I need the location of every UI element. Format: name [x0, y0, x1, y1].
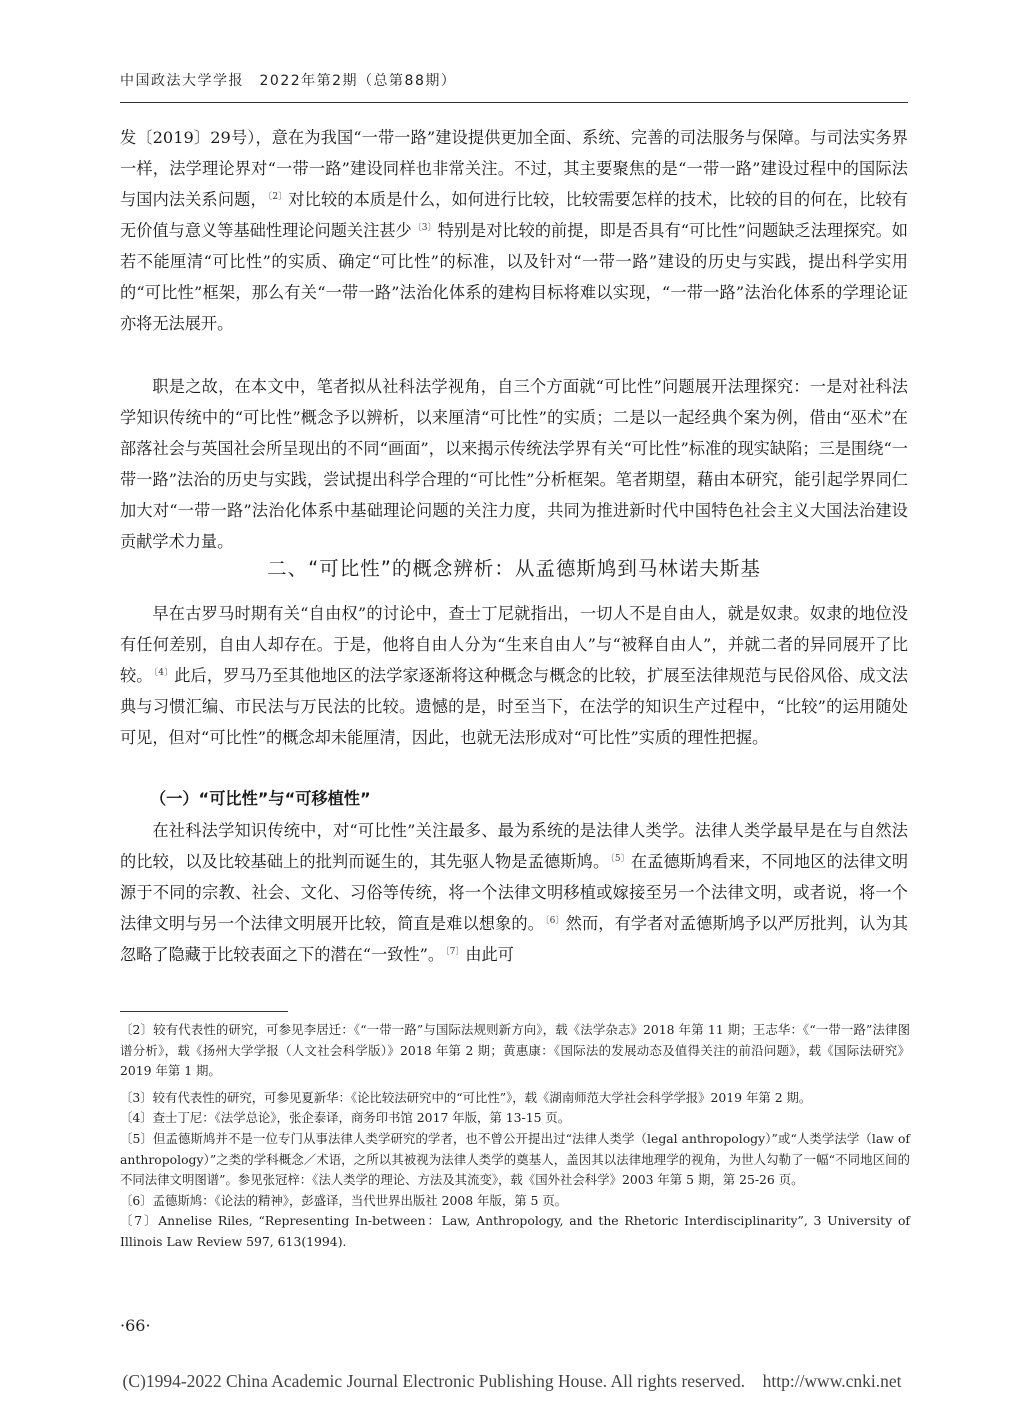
- footnote-2: 〔2〕较有代表性的研究，可参见李居迁：《“一带一路”与国际法规则新方向》，载《法学杂志》2018 年第 11 期；王志华：《“一带一路”法律图谱分析》，载《扬州大学学报（人文社会科学版）》2018 年第 2 期；黄惠康：《国际法的发展动态及值得关注的前沿问题》，载《国际法研究》2019 年第 1 期。: [120, 1022, 910, 1079]
- paragraph-1-part-c: 特别是对比较的前提，即是否具有“可比性”问题缺乏法理探究。如若不能厘清“可比性”的实质、确定“可比性”的标准，以及针对“一带一路”建设的历史与实践，提出科学实用的“可比性”框架，那么有关“一带一路”法治化体系的建构目标将难以实现，“一带一路”法治化体系的学理论证亦将无法展开。: [120, 221, 908, 333]
- footnote-ref-5[interactable]: 〔5〕: [610, 853, 630, 864]
- footnote-ref-4[interactable]: 〔4〕: [153, 667, 174, 678]
- subsection-heading: （一）“可比性”与“可移植性”: [150, 789, 371, 808]
- footnote-ref-3[interactable]: 〔3〕: [412, 222, 437, 233]
- paragraph-4-part-c: 然而，有学者对孟德斯鸠予以严厉批判，认为其忽略了隐藏于比较表面之下的潜在“一致性”。: [120, 914, 909, 964]
- paragraph-1-part-a: 发〔2019〕29号），意在为我国“一带一路”建设提供更加全面、系统、完善的司法服务与保障。与司法实务界一样，法学理论界对“一带一路”建设同样也非常关注。不过，其主要聚焦的是“一带一路”建设过程中的国际法与国内法关系问题，: [120, 128, 908, 209]
- paragraph-block-purpose: [120, 371, 908, 557]
- paragraph-4: [120, 815, 908, 970]
- paragraph-block-section: [120, 598, 908, 753]
- paragraph-4-part-b: 在孟德斯鸠看来，不同地区的法律文明源于不同的宗教、社会、文化、习俗等传统，将一个法律文明移植或嫁接至另一个法律文明，或者说，将一个法律文明与另一个法律文明展开比较，简直是难以想象的。: [120, 852, 909, 933]
- paragraph-3-part-a: 早在古罗马时期有关“自由权”的讨论中，查士丁尼就指出，一切人不是自由人，就是奴隶。奴隶的地位没有任何差别，自由人却存在。于是，他将自由人分为“生来自由人”与“被释自由人”，并就二者的异同展开了比较。: [120, 604, 908, 685]
- paragraph-4-part-a: 在社科法学知识传统中，对“可比性”关注最多、最为系统的是法律人类学。法律人类学最早是在与自然法的比较，以及比较基础上的批判而诞生的，其先驱人物是孟德斯鸠。: [120, 821, 908, 871]
- copyright-notice: (C)1994-2022 China Academic Journal Electronic Publishing House. All rights reserved. http://www.cnki.net: [122, 1371, 902, 1391]
- paragraph-4-part-d: 由此可: [465, 945, 514, 964]
- footnote-3: 〔3〕较有代表性的研究，可参见夏新华：《论比较法研究中的“可比性”》，载《湖南师范大学社会科学学报》2019 年第 2 期。: [120, 1089, 812, 1105]
- footnote-ref-7[interactable]: 〔7〕: [445, 946, 465, 957]
- footnotes: [120, 1020, 910, 1253]
- footnote-4: 〔4〕查士丁尼：《法学总论》，张企泰译，商务印书馆 2017 年版，第 13-15 页。: [120, 1110, 571, 1126]
- footnote-6: 〔6〕孟德斯鸠：《论法的精神》，彭盛译，当代世界出版社 2008 年版，第 5 页。: [120, 1192, 568, 1208]
- paragraph-2: 职是之故，在本文中，笔者拟从社科法学视角，自三个方面就“可比性”问题展开法理探究：一是对社科法学知识传统中的“可比性”概念予以辨析，以来厘清“可比性”的实质；二是以一起经典个案为例，借由“巫术”在部落社会与英国社会所呈现出的不同“画面”，以来揭示传统法学界有关“可比性”标准的现实缺陷；三是围绕“一带一路”法治的历史与实践，尝试提出科学合理的“可比性”分析框架。笔者期望，藉由本研究，能引起学界同仁加大对“一带一路”法治化体系中基础理论问题的关注力度，共同为推进新时代中国特色社会主义大国法治建设贡献学术力量。: [120, 377, 908, 551]
- running-header: 中国政法大学学报 2022年第2期（总第88期）: [120, 73, 457, 89]
- footnote-ref-6[interactable]: 〔6〕: [545, 915, 565, 926]
- page-number: ·66·: [120, 1316, 151, 1335]
- footnote-ref-2[interactable]: 〔2〕: [267, 191, 288, 202]
- paragraph-block-subsection: [120, 815, 908, 970]
- footnote-rule: [120, 1011, 288, 1012]
- paragraph-1: [120, 122, 908, 339]
- paragraph-1-part-b: 对比较的本质是什么，如何进行比较，比较需要怎样的技术，比较的目的何在，比较有无价值与意义等基础性理论问题关注甚少: [120, 190, 908, 240]
- footnote-7: 〔7〕Annelise Riles, “Representing In-between：Law, Anthropology, and the Rhetoric Interdisciplinarity”, 3 University of Illinois Law Review 597, 613(1994).: [120, 1213, 910, 1249]
- section-heading: 二、“可比性”的概念辨析：从孟德斯鸠到马林诺夫斯基: [267, 557, 761, 580]
- paragraph-3-part-b: 此后，罗马乃至其他地区的法学家逐渐将这种概念与概念的比较，扩展至法律规范与民俗风俗、成文法典与习惯汇编、市民法与万民法的比较。遗憾的是，时至当下，在法学的知识生产过程中，“比较”的运用随处可见，但对“可比性”的概念却未能厘清，因此，也就无法形成对“可比性”实质的理性把握。: [120, 666, 908, 747]
- header-rule: [120, 102, 908, 103]
- footnote-5: 〔5〕但孟德斯鸠并不是一位专门从事法律人类学研究的学者，也不曾公开提出过“法律人类学（legal anthropology）”或“人类学法学（law of anthropology）”之类的学科概念／术语，之所以其被视为法律人类学的奠基人，盖因其以法律地理学的视角，为世人勾勒了一幅“不同地区间的不同法律文明图谱”。参见张冠梓：《法人类学的理论、方法及其流变》，载《国外社会科学》2003 年第 5 期，第 25-26 页。: [120, 1130, 910, 1188]
- paragraph-block-intro: [120, 122, 908, 339]
- paragraph-3: [120, 598, 908, 753]
